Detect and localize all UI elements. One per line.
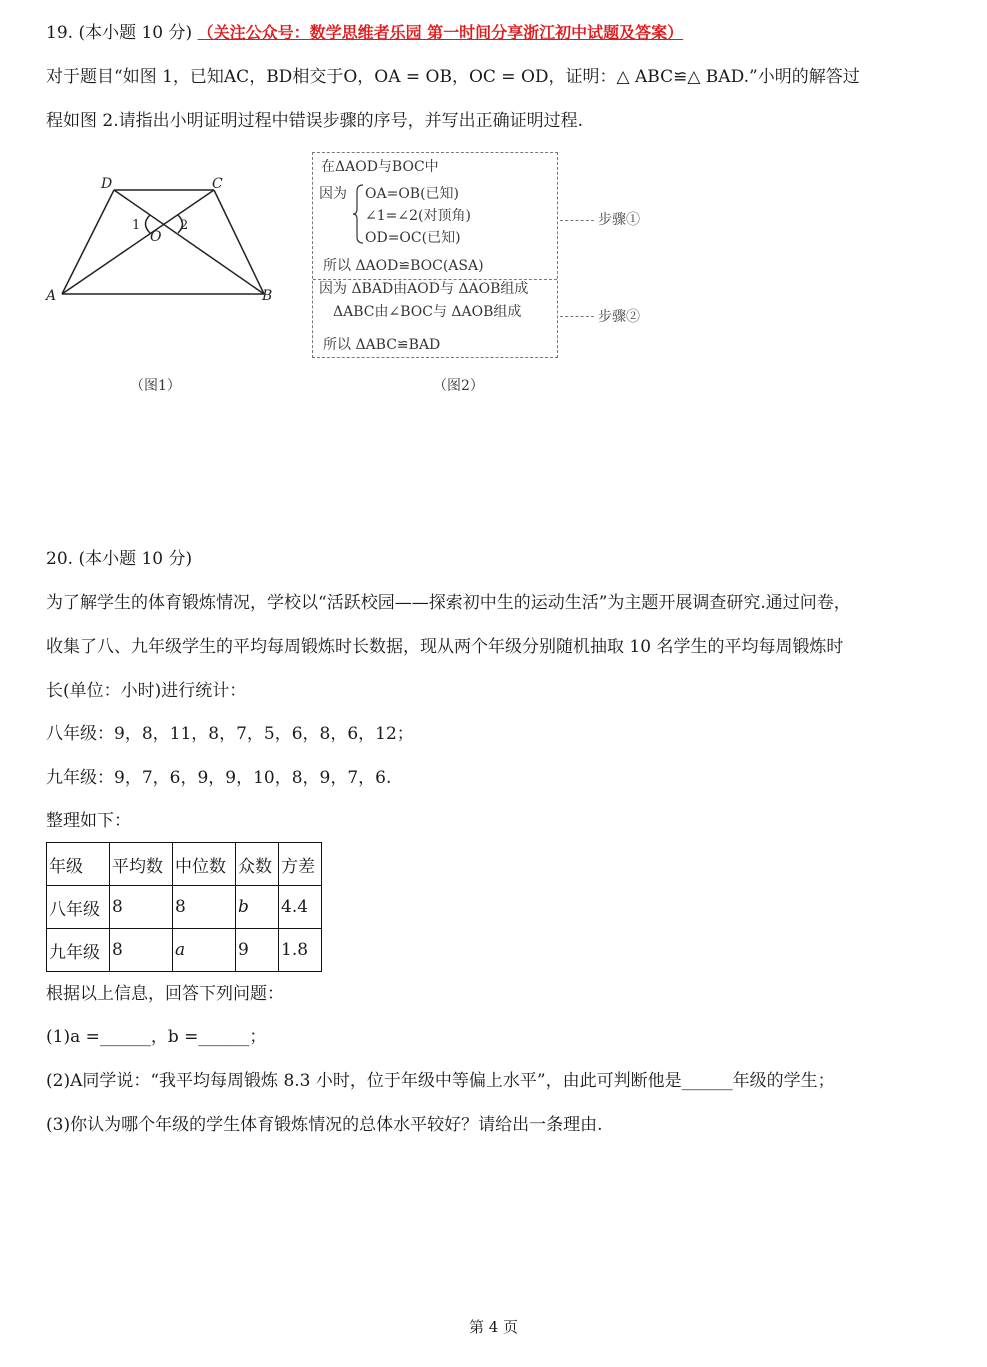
- page-number: 第 4 页: [468, 1318, 519, 1336]
- proof-line-1: 在ΔAOD与BOC中: [321, 159, 439, 175]
- figure2-proof-box: [312, 152, 558, 358]
- table-cell: 8: [110, 886, 173, 929]
- label-O: O: [150, 229, 162, 245]
- q20-paragraph-line1: 为了解学生的体育锻炼情况，学校以“活跃校园——探索初中生的运动生活”为主题开展调查研究.通过问卷，: [46, 593, 851, 613]
- step1-connector: [560, 220, 594, 221]
- q20-subquestion-2: (2)A同学说：“我平均每周锻炼 8.3 小时，位于年级中等偏上水平”，由此可判断他是______年级的学生；: [46, 1071, 835, 1091]
- q19-header: [46, 22, 683, 44]
- table-header-cell: 年级: [47, 843, 110, 886]
- step2-label: 步骤②: [598, 309, 640, 325]
- table-header-cell: 众数: [236, 843, 279, 886]
- table-row: [47, 886, 322, 929]
- table-cell: a: [173, 929, 236, 972]
- table-header-cell: 中位数: [173, 843, 236, 886]
- segment-AD: [62, 190, 114, 294]
- q19-number: 19. (本小题 10 分): [46, 23, 193, 43]
- table-row: [47, 929, 322, 972]
- q20-subquestion-3: (3)你认为哪个年级的学生体育锻炼情况的总体水平较好？请给出一条理由.: [46, 1115, 603, 1135]
- proof-line-7: 因为 ΔBAD由AOD与 ΔAOB组成: [319, 281, 529, 297]
- q20-header: 20. (本小题 10 分): [46, 549, 193, 569]
- q20-grade9-data: 九年级：9，7，6，9，9，10，8，9，7，6.: [46, 768, 392, 788]
- table-header-cell: 方差: [279, 843, 322, 886]
- proof-line-9: 所以 ΔABC≌BAD: [323, 337, 441, 353]
- step1-label: 步骤①: [598, 212, 640, 228]
- table-cell: b: [236, 886, 279, 929]
- q20-paragraph-line3: 长(单位：小时)进行统计：: [46, 681, 247, 701]
- figure1-caption: （图1）: [130, 378, 181, 394]
- q20-subquestion-1: (1)a =______，b =______；: [46, 1027, 267, 1047]
- segment-AC: [62, 190, 214, 294]
- label-C: C: [212, 176, 223, 192]
- proof-line-6: 所以 ΔAOD≌BOC(ASA): [323, 258, 484, 274]
- segment-BD: [114, 190, 264, 294]
- statistics-table: [46, 842, 322, 972]
- table-cell: 4.4: [279, 886, 322, 929]
- label-A: A: [46, 288, 57, 304]
- step2-connector: [560, 316, 594, 317]
- figure1-quadrilateral: [38, 172, 288, 312]
- table-cell: 8: [110, 929, 173, 972]
- table-header-row: [47, 843, 322, 886]
- table-header-cell: 平均数: [110, 843, 173, 886]
- table-cell: 1.8: [279, 929, 322, 972]
- table-cell: 8: [173, 886, 236, 929]
- proof-line-2: 因为: [319, 186, 347, 202]
- q20-organize-label: 整理如下：: [46, 811, 131, 831]
- table-cell: 八年级: [47, 886, 110, 929]
- label-angle2: 2: [180, 218, 189, 233]
- table-cell: 9: [236, 929, 279, 972]
- figure2-caption: （图2）: [433, 378, 484, 394]
- q20-answer-intro: 根据以上信息，回答下列问题：: [46, 984, 284, 1004]
- proof-line-8: ΔABC由∠BOC与 ΔAOB组成: [333, 304, 522, 320]
- q20-paragraph-line2: 收集了八、九年级学生的平均每周锻炼时长数据，现从两个年级分别随机抽取 10 名学生的平均每周锻炼时: [46, 637, 844, 657]
- proof-line-3: OA=OB(已知): [365, 186, 460, 202]
- proof-line-5: OD=OC(已知): [365, 230, 461, 246]
- segment-BC: [214, 190, 264, 294]
- proof-brace: [353, 183, 365, 245]
- q19-promo: （关注公众号：数学思维者乐园 第一时间分享浙江初中试题及答案）: [197, 23, 684, 42]
- label-D: D: [101, 176, 113, 192]
- q20-grade8-data: 八年级：9，8，11，8，7，5，6，8，6，12；: [46, 724, 414, 744]
- proof-line-4: ∠1=∠2(对顶角): [365, 208, 471, 224]
- q19-text-line2: 程如图 2.请指出小明证明过程中错误步骤的序号，并写出正确证明过程.: [46, 111, 584, 131]
- label-angle1: 1: [132, 218, 141, 233]
- q19-text-line1: 对于题目“如图 1，已知AC，BD相交于O，OA = OB，OC = OD，证明：△ ABC≌△ BAD.”小明的解答过: [46, 67, 860, 87]
- label-B: B: [262, 288, 273, 304]
- table-cell: 九年级: [47, 929, 110, 972]
